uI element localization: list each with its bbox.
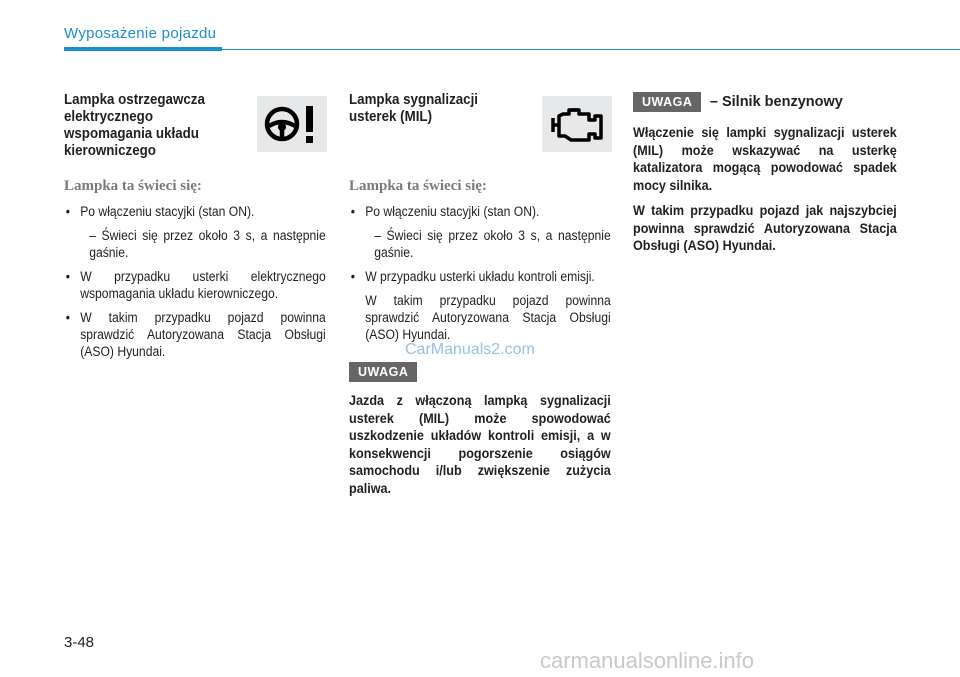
notice-text: Jazda z włączoną lampką sygnalizacji usterek (MIL) może spowodować uszkodzenie układów kontroli emisji, a w konsekwencji pogorszenie osiągów samochodu i/lub zwiększenie zużycia paliwa. [349, 392, 611, 496]
header-rule-thin [222, 49, 960, 50]
list-item: • W przypadku usterki układu kontroli emisji. [349, 268, 611, 285]
power-steering-title: Lampka ostrzegawcza elektrycznego wspomagania układu kierowniczego [64, 92, 205, 159]
mil-title: Lampka sygnalizacji usterek (MIL) [349, 92, 479, 125]
column-power-steering [64, 92, 326, 367]
notice-paragraph: W takim przypadku pojazd jak najszybciej powinna sprawdzić Autoryzowana Stacja Obsługi (ASO) Hyundai. [633, 202, 897, 253]
notice-paragraph: Włączenie się lampki sygnalizacji usterek (MIL) może wskazywać na usterkę katalizatora mogącą powodować spadek mocy silnika. [633, 124, 897, 193]
list-item: • W przypadku usterki elektrycznego wspomagania układu kierowniczego. [64, 268, 326, 302]
page-number: 3-48 [64, 634, 95, 651]
notice-badge: UWAGA [633, 92, 701, 112]
list-item: – Świeci się przez około 3 s, a następnie gaśnie. [374, 228, 611, 260]
list-item: • Po włączeniu stacyjki (stan ON). [64, 203, 326, 220]
power-steering-subtitle: Lampka ta świeci się: [64, 178, 202, 194]
column-notice-petrol [633, 92, 897, 255]
column-mil [349, 92, 611, 497]
list-item: • Po włączeniu stacyjki (stan ON). [349, 203, 611, 220]
list-item: – Świeci się przez około 3 s, a następnie gaśnie. [89, 228, 326, 260]
mil-subtitle: Lampka ta świeci się: [349, 178, 487, 194]
section-title: Wyposażenie pojazdu [64, 25, 217, 42]
footer-watermark: carmanualsonline.info [540, 648, 755, 673]
notice-heading-suffix: – Silnik benzynowy [709, 94, 843, 110]
header-rule-thick [64, 47, 222, 51]
watermark: CarManuals2.com [405, 341, 535, 358]
list-item: W takim przypadku pojazd powinna sprawdzić Autoryzowana Stacja Obsługi (ASO) Hyundai. [365, 293, 611, 342]
notice-badge: UWAGA [349, 362, 417, 382]
list-item: • W takim przypadku pojazd powinna sprawdzić Autoryzowana Stacja Obsługi (ASO) Hyundai. [64, 309, 326, 360]
